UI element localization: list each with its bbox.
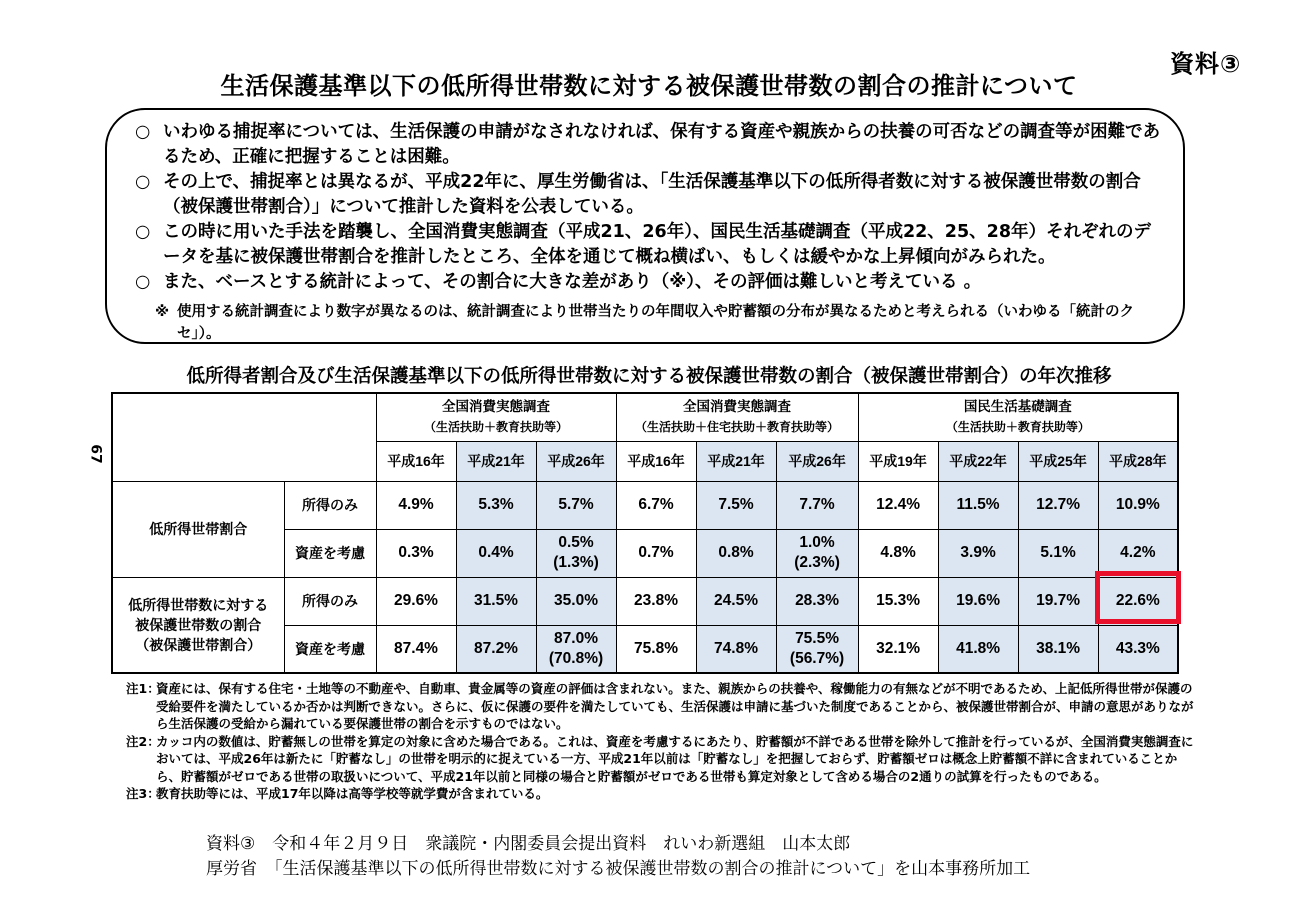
table-cell: 10.9% [1098, 481, 1178, 529]
source-citation [206, 832, 1030, 882]
table-cell: 12.7% [1018, 481, 1098, 529]
table-cell: 0.4% [456, 529, 536, 577]
summary-bullet: ○ また、ベースとする統計によって、その割合に大きな差があり（※）、その評価は難しいと考えている 。 [135, 270, 1163, 295]
year-header: 平成26年 [536, 441, 616, 481]
table-cell: 87.4% [376, 625, 456, 673]
corner-cell [112, 393, 376, 481]
year-header: 平成21年 [696, 441, 776, 481]
data-table [111, 392, 1179, 674]
note-item: 注3： 教育扶助等には、平成17年以降は高等学校等就学費が含まれている。 [126, 786, 549, 801]
asterisk-mark: ※ [155, 304, 170, 320]
year-header: 平成16年 [376, 441, 456, 481]
table-cell: 32.1% [858, 625, 938, 673]
table-cell: 0.3% [376, 529, 456, 577]
table-cell: 5.3% [456, 481, 536, 529]
table-cell: 35.0% [536, 577, 616, 625]
table-cell: 0.5% (1.3%) [536, 529, 616, 577]
page-title: 生活保護基準以下の低所得世帯数に対する被保護世帯数の割合の推計について [220, 72, 1078, 100]
table-cell: 1.0% (2.3%) [776, 529, 858, 577]
group-header: 全国消費実態調査 （生活扶助＋教育扶助等） [376, 393, 616, 441]
row-header: 所得のみ [284, 577, 376, 625]
year-header: 平成26年 [776, 441, 858, 481]
section-header: 低所得世帯割合 [112, 481, 284, 577]
table-cell: 5.7% [536, 481, 616, 529]
table-notes [126, 680, 1196, 803]
summary-footnote: ※ 使用する統計調査により数字が異なるのは、統計調査により世帯当たりの年間収入や貯蓄額の分布が異なるためと考えられる（いわゆる「統計のクセ」）。 [155, 301, 1163, 345]
table-cell: 15.3% [858, 577, 938, 625]
year-header: 平成22年 [938, 441, 1018, 481]
circle-bullet-icon: ○ [135, 122, 151, 142]
table-row [112, 577, 1178, 625]
table-cell: 31.5% [456, 577, 536, 625]
group-header-row [112, 393, 1178, 441]
source-line: 厚労省 「生活保護基準以下の低所得世帯数に対する被保護世帯数の割合の推計について」を山本事務所加工 [206, 859, 1031, 879]
table-row [112, 481, 1178, 529]
year-header: 平成28年 [1098, 441, 1178, 481]
table-title: 低所得者割合及び生活保護基準以下の低所得世帯数に対する被保護世帯数の割合（被保護世帯割合）の年次推移 [186, 366, 1112, 387]
table-cell: 6.7% [616, 481, 696, 529]
table-cell: 74.8% [696, 625, 776, 673]
table-cell: 11.5% [938, 481, 1018, 529]
note-item: 注1： 資産には、保有する住宅・土地等の不動産や、自動車、貴金属等の資産の評価は含まれない。また、親族からの扶養や、稼働能力の有無などが不明であるため、上記低所得世帯が保護の受給要件を満たしているか否かは判断できない。さらに、仮に保護の要件を満たしていても、生活保護は申請に基づいた制度であることから、被保護世帯割合が、申請の意思がありながら生活保護の受給から漏れている要保護世帯の割合を示すものではない。 [126, 681, 1194, 731]
year-header: 平成16年 [616, 441, 696, 481]
table-cell: 29.6% [376, 577, 456, 625]
row-header: 所得のみ [284, 481, 376, 529]
summary-bullet: ○ この時に用いた手法を踏襲し、全国消費実態調査（平成21、26年）、国民生活基礎調査（平成22、25、28年）それぞれのデータを基に被保護世帯割合を推計したところ、全体を通じて概ね横ばい、もしくは緩やかな上昇傾向がみられた。 [135, 222, 1152, 267]
circle-bullet-icon: ○ [135, 222, 151, 242]
table-cell: 75.8% [616, 625, 696, 673]
source-line: 資料③ 令和４年２月９日 衆議院・内閣委員会提出資料 れいわ新選組 山本太郎 [206, 834, 851, 854]
table-cell: 43.3% [1098, 625, 1178, 673]
section-header: 低所得世帯数に対する 被保護世帯数の割合 （被保護世帯割合） [112, 577, 284, 673]
year-header: 平成25年 [1018, 441, 1098, 481]
group-header: 国民生活基礎調査 （生活扶助＋教育扶助等） [858, 393, 1178, 441]
table-cell: 75.5% (56.7%) [776, 625, 858, 673]
table-cell: 4.8% [858, 529, 938, 577]
table-cell: 28.3% [776, 577, 858, 625]
table-cell: 0.8% [696, 529, 776, 577]
summary-bullet: ○ その上で、捕捉率とは異なるが、平成22年に、厚生労働省は、「生活保護基準以下の低所得者数に対する被保護世帯数の割合（被保護世帯割合）」について推計した資料を公表している。 [135, 172, 1141, 217]
row-header: 資産を考慮 [284, 625, 376, 673]
note-item: 注2： カッコ内の数値は、貯蓄無しの世帯を算定の対象に含めた場合である。これは、資産を考慮するにあたり、貯蓄額が不詳である世帯を除外して推計を行っているが、全国消費実態調査においては、平成26年は新たに「貯蓄なし」の世帯を明示的に捉えている一方、平成21年以前は「貯蓄なし」を把握しておらず、貯蓄額ゼロは概念上貯蓄額不詳に含まれていることから、貯蓄額がゼロである世帯の取扱いについて、平成21年以前と同様の場合と貯蓄額がゼロである世帯も算定対象として含める場合の2通りの試算を行ったものである。 [126, 733, 1194, 784]
document-label: 資料③ [1170, 50, 1242, 78]
table-cell: 12.4% [858, 481, 938, 529]
table-cell: 24.5% [696, 577, 776, 625]
table-cell: 19.7% [1018, 577, 1098, 625]
table-cell: 4.2% [1098, 529, 1178, 577]
circle-bullet-icon: ○ [135, 172, 151, 192]
table-cell: 38.1% [1018, 625, 1098, 673]
table-cell: 7.5% [696, 481, 776, 529]
table-cell: 87.2% [456, 625, 536, 673]
page-number: 67 [87, 444, 104, 464]
row-header: 資産を考慮 [284, 529, 376, 577]
table-cell: 0.7% [616, 529, 696, 577]
table-cell: 4.9% [376, 481, 456, 529]
highlighted-cell: 22.6% [1098, 577, 1178, 625]
summary-bullet: ○ いわゆる捕捉率については、生活保護の申請がなされなければ、保有する資産や親族からの扶養の可否などの調査等が困難であるため、正確に把握することは困難。 [135, 122, 1161, 167]
year-header: 平成21年 [456, 441, 536, 481]
summary-box [105, 108, 1185, 344]
note-number: 注3： [126, 786, 160, 801]
table-cell: 23.8% [616, 577, 696, 625]
table-cell: 7.7% [776, 481, 858, 529]
group-header: 全国消費実態調査 （生活扶助＋住宅扶助＋教育扶助等） [616, 393, 858, 441]
table-cell: 87.0% (70.8%) [536, 625, 616, 673]
circle-bullet-icon: ○ [135, 272, 151, 292]
table-cell: 3.9% [938, 529, 1018, 577]
year-header: 平成19年 [858, 441, 938, 481]
table-cell: 41.8% [938, 625, 1018, 673]
table-cell: 5.1% [1018, 529, 1098, 577]
table-cell: 19.6% [938, 577, 1018, 625]
note-number: 注2： [126, 733, 160, 749]
highlight-box [1095, 571, 1181, 624]
note-number: 注1： [126, 681, 160, 696]
